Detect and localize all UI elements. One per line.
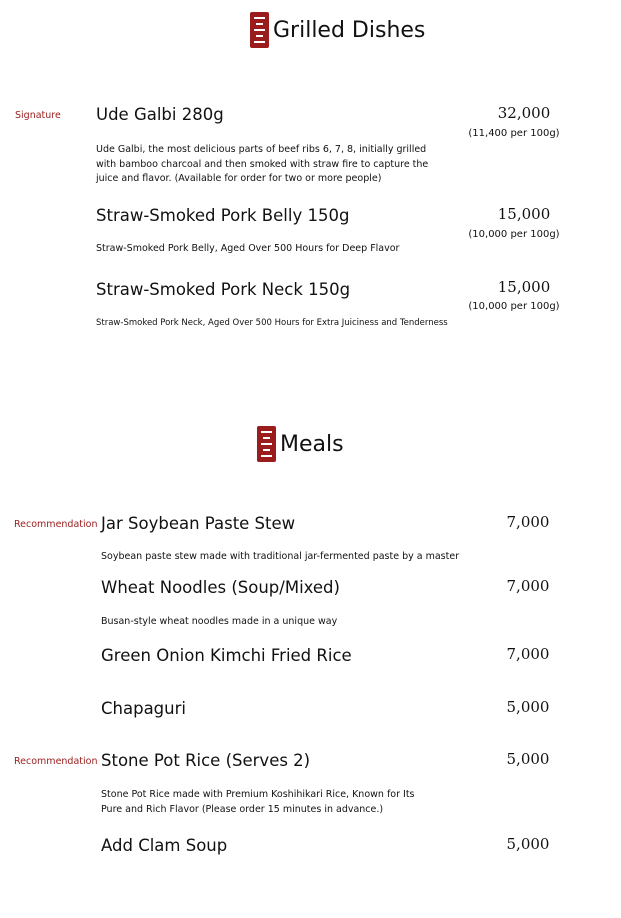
menu-item-price: 5,000 — [506, 750, 550, 768]
item-tag: Signature — [15, 110, 61, 121]
menu-item-unit-price: (10,000 per 100g) — [468, 229, 560, 240]
menu-item-price: 7,000 — [506, 513, 550, 531]
menu-item-description: Straw-Smoked Pork Belly, Aged Over 500 Hours for Deep Flavor — [96, 243, 400, 254]
menu-item-description: Busan-style wheat noodles made in a unique way — [101, 616, 338, 627]
menu-item-name: Wheat Noodles (Soup/Mixed) — [101, 578, 340, 597]
menu-item-name: Green Onion Kimchi Fried Rice — [101, 646, 352, 665]
item-tag: Recommendation — [14, 519, 98, 530]
menu-item-price: 5,000 — [506, 835, 550, 853]
restaurant-seal-logo — [250, 12, 269, 48]
menu-item-price: 7,000 — [506, 577, 550, 595]
menu-item-description: Soybean paste stew made with traditional jar-fermented paste by a master — [101, 551, 460, 562]
menu-item-description: Straw-Smoked Pork Neck, Aged Over 500 Hours for Extra Juiciness and Tenderness — [96, 318, 448, 328]
meals-section-header — [257, 426, 344, 462]
menu-item-name: Add Clam Soup — [101, 836, 228, 855]
grilled-section-title: Grilled Dishes — [273, 17, 426, 43]
menu-item-name: Straw-Smoked Pork Belly 150g — [96, 206, 350, 225]
menu-item-unit-price: (10,000 per 100g) — [468, 301, 560, 312]
menu-item-name: Ude Galbi 280g — [96, 105, 224, 124]
menu-item-name: Straw-Smoked Pork Neck 150g — [96, 280, 351, 299]
menu-item-name: Jar Soybean Paste Stew — [101, 514, 296, 533]
menu-item-price: 32,000 — [497, 104, 551, 122]
menu-item-price: 15,000 — [497, 278, 551, 296]
restaurant-seal-logo — [257, 426, 276, 462]
menu-item-name: Stone Pot Rice (Serves 2) — [101, 751, 311, 770]
grilled-section-header — [250, 12, 425, 48]
menu-item-price: 5,000 — [506, 698, 550, 716]
menu-item-price: 15,000 — [497, 205, 551, 223]
meals-section-title: Meals — [280, 431, 344, 457]
item-tag: Recommendation — [14, 756, 98, 767]
menu-item-description: Ude Galbi, the most delicious parts of beef ribs 6, 7, 8, initially grilled with bamboo charcoal and then smoked with straw fire to capture the juice and flavor. (Available for order for two or more people) — [96, 144, 429, 184]
menu-item-unit-price: (11,400 per 100g) — [468, 128, 560, 139]
menu-item-name: Chapaguri — [101, 699, 186, 718]
menu-item-price: 7,000 — [506, 645, 550, 663]
menu-item-description: Stone Pot Rice made with Premium Koshihikari Rice, Known for Its Pure and Rich Flavor (Please order 15 minutes in advance.) — [101, 789, 415, 815]
